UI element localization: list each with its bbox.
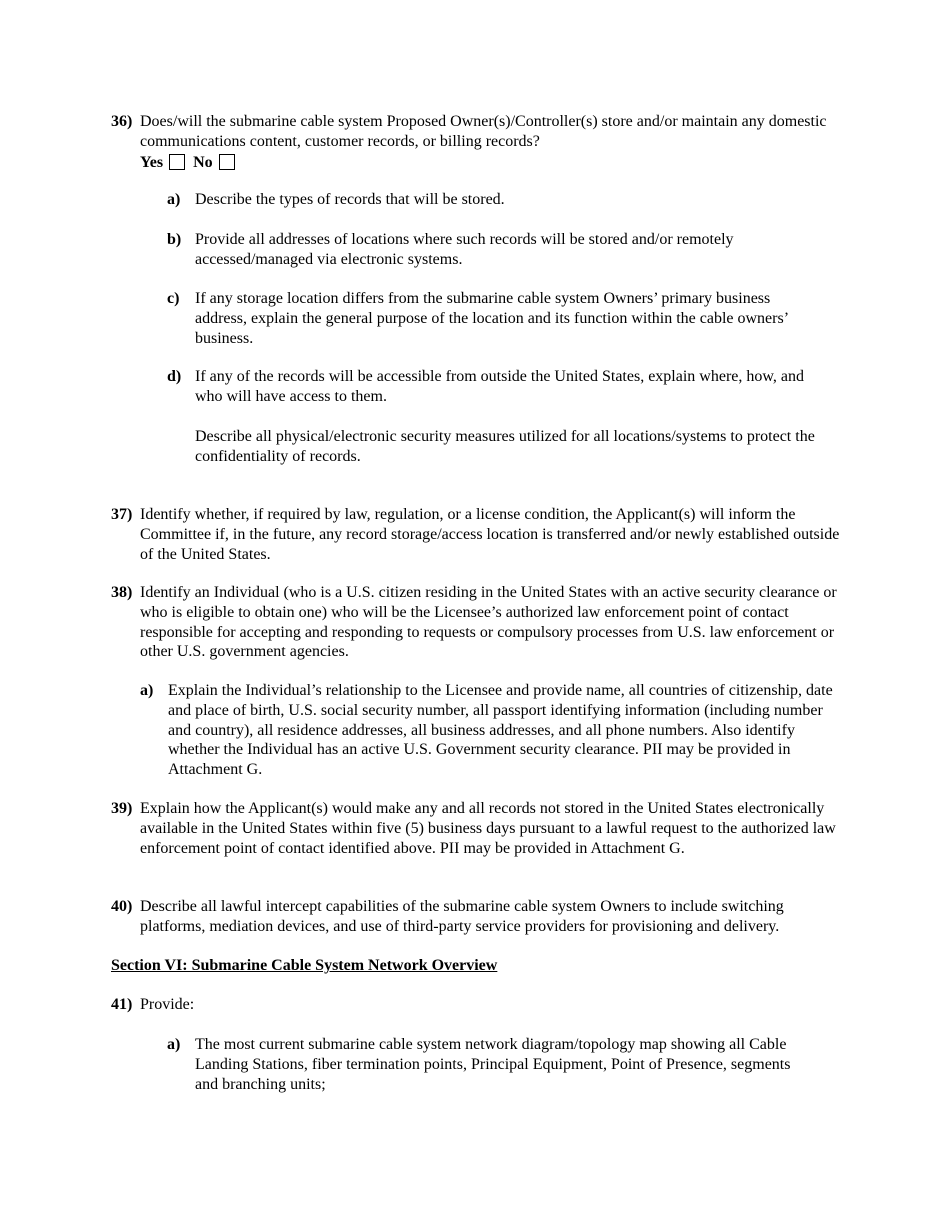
no-checkbox[interactable]: [219, 154, 235, 170]
question-36-sub-a: [167, 190, 807, 210]
yes-label: Yes: [140, 153, 164, 171]
sub-text: Provide all addresses of locations where such records will be stored and/or remotely accessed/managed via electronic systems.: [195, 231, 734, 268]
sub-label: a): [167, 1036, 181, 1053]
question-text: Explain how the Applicant(s) would make any and all records not stored in the United States electronically available in the United States within five (5) business days pursuant to a lawful request to the authorized law enforcement point of contact identified above. PII may be provided in Attachment G.: [140, 800, 836, 857]
sub-label: a): [167, 191, 181, 208]
sub-label: b): [167, 231, 182, 248]
question-40: [111, 897, 841, 937]
question-39: [111, 799, 841, 858]
question-number: 37): [111, 506, 133, 523]
question-36-sub-c: [167, 289, 807, 348]
sub-text: The most current submarine cable system network diagram/topology map showing all Cable Landing Stations, fiber termination points, Principal Equipment, Point of Presence, segments and branching units;: [195, 1036, 791, 1093]
question-text: Does/will the submarine cable system Proposed Owner(s)/Controller(s) store and/or maintain any domestic communications content, customer records, or billing records?: [140, 113, 827, 150]
sub-label: a): [140, 682, 154, 699]
sub-text: Explain the Individual’s relationship to the Licensee and provide name, all countries of citizenship, date and place of birth, U.S. social security number, all passport identifying information (including number and country), all residence addresses, all business addresses, and all phone numbers. Also identify whether the Individual has an active U.S. Government security clearance. PII may be provided in Attachment G.: [168, 682, 833, 779]
sub-label: d): [167, 368, 182, 385]
question-36-sub-d: [167, 367, 807, 407]
yes-no-row: [140, 153, 841, 173]
question-36: [111, 112, 841, 172]
question-38-sub-a: [140, 681, 840, 780]
section-heading: Section VI: Submarine Cable System Network Overview: [111, 957, 498, 974]
question-41: [111, 995, 841, 1015]
question-text: Describe all lawful intercept capabilities of the submarine cable system Owners to include switching platforms, mediation devices, and use of third-party service providers for provisioning and delivery.: [140, 898, 784, 935]
question-number: 40): [111, 898, 133, 915]
question-text: Provide:: [140, 996, 195, 1013]
sub-label: c): [167, 290, 180, 307]
sub-text: If any storage location differs from the submarine cable system Owners’ primary business address, explain the general purpose of the location and its function within the cable owners’ business.: [195, 290, 788, 347]
question-number: 36): [111, 113, 133, 130]
sub-text: Describe the types of records that will be stored.: [195, 191, 505, 208]
question-41-sub-a: [167, 1035, 807, 1094]
question-text: Identify whether, if required by law, regulation, or a license condition, the Applicant(s) will inform the Committee if, in the future, any record storage/access location is transferred and/or newly established outside of the United States.: [140, 506, 840, 563]
no-label: No: [193, 153, 213, 171]
yes-checkbox[interactable]: [169, 154, 185, 170]
question-37: [111, 505, 841, 564]
question-number: 38): [111, 584, 133, 601]
question-38: [111, 583, 841, 662]
question-number: 39): [111, 800, 133, 817]
question-number: 41): [111, 996, 133, 1013]
question-text: Identify an Individual (who is a U.S. citizen residing in the United States with an active security clearance or who is eligible to obtain one) who will be the Licensee’s authorized law enforcement point of contact responsible for accepting and responding to requests or compulsory processes from U.S. law enforcement or other U.S. government agencies.: [140, 584, 837, 661]
sub-text: If any of the records will be accessible from outside the United States, explain where, how, and who will have access to them.: [195, 368, 804, 405]
security-measures-paragraph: Describe all physical/electronic security measures utilized for all locations/systems to protect the confidentiality of records.: [195, 428, 815, 465]
question-36-sub-b: [167, 230, 807, 270]
